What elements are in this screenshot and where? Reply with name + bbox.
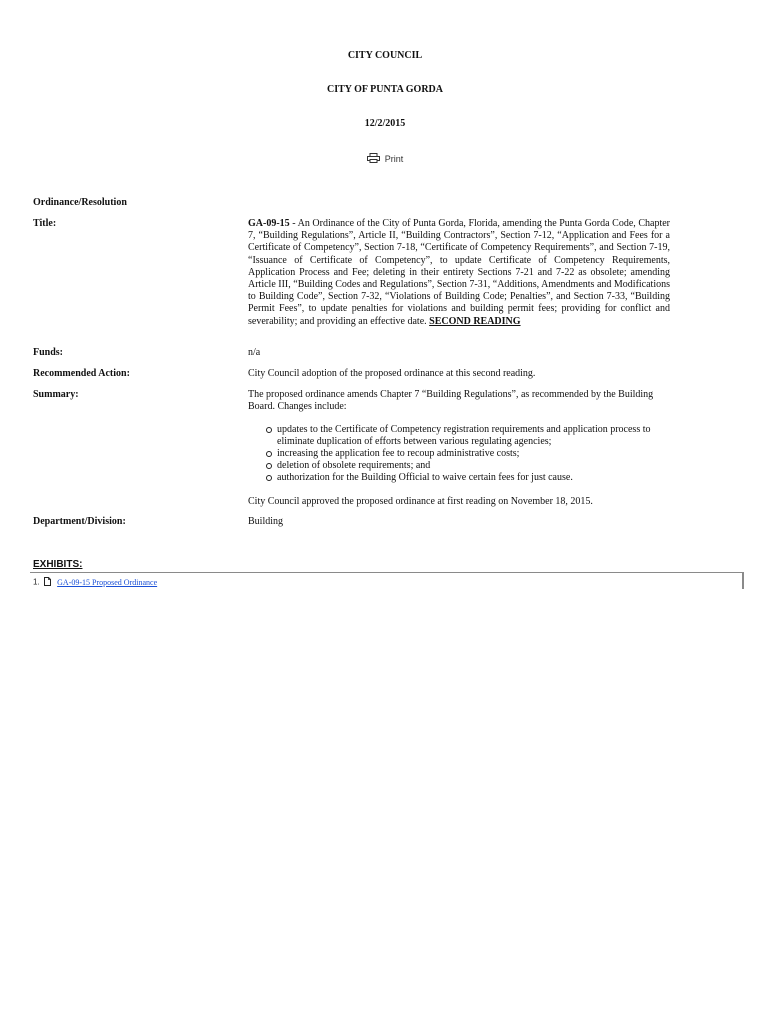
printer-icon <box>367 153 380 165</box>
exhibit-link[interactable]: GA-09-15 Proposed Ordinance <box>57 578 158 587</box>
ordinance-code: GA-09-15 <box>248 218 290 229</box>
reading-status: SECOND READING <box>429 315 521 327</box>
recommended-action-value: City Council adoption of the proposed ordinance at this second reading. <box>248 368 536 379</box>
print-button[interactable] <box>0 153 770 165</box>
exhibit-number: 1. <box>33 577 40 587</box>
document-icon <box>44 577 51 588</box>
print-label: Print <box>384 154 404 164</box>
header-date: 12/2/2015 <box>364 118 406 129</box>
header-city-name: CITY OF PUNTA GORDA <box>326 84 444 95</box>
list-item: updates to the Certificate of Competency registration requirements and application process to eliminate duplication of efforts between various regulating agencies; <box>248 424 670 448</box>
department-value: Building <box>248 516 284 527</box>
ordinance-description: - An Ordinance of the City of Punta Gorda, Florida, amending the Punta Gorda Code, Chapter 7, “Building Regulations”, Article II, “Building Contractors”, Section 7-12, “Application and Fees for a Certificate of Competency”, Section 7-18, “Certificate of Competency Requirements”, and Section 7-19, “Issuance of Certificate of Competency”, to update Certificate of Competency Requirements, Application Process and Fee; deleting in their entirety Sections 7-21 and 7-22 as obsolete; amending Article III, “Building Codes and Regulations”, Section 7-31, “Additions, Amendments and Modifications to Building Code”, Section 7-32, “Violations of Building Code; Penalties”, and Section 7-33, “Building Permit Fees”, to update penalties for violations and building permit fees; providing for conflict and severability; and providing an effective date. <box>248 218 670 327</box>
exhibits-heading: EXHIBITS: <box>33 559 83 570</box>
list-item: increasing the application fee to recoup administrative costs; <box>248 448 670 460</box>
summary-intro: The proposed ordinance amends Chapter 7 “Building Regulations”, as recommended by the Building Board. Changes include: <box>248 389 654 413</box>
header-city-council: CITY COUNCIL <box>347 50 423 61</box>
list-item: deletion of obsolete requirements; and <box>248 460 670 472</box>
bullet-icon <box>266 451 272 457</box>
bullet-icon <box>266 463 272 469</box>
summary-closing: City Council approved the proposed ordinance at first reading on November 18, 2015. <box>248 496 593 508</box>
section-heading: Ordinance/Resolution <box>33 197 127 208</box>
summary-value <box>248 389 670 509</box>
funds-label: Funds: <box>33 347 64 358</box>
title-label: Title: <box>33 218 57 229</box>
recommended-action-label: Recommended Action: <box>33 368 130 379</box>
title-value <box>248 218 670 328</box>
list-item: authorization for the Building Official to waive certain fees for just cause. <box>248 472 670 484</box>
summary-changes-list <box>248 424 670 484</box>
bullet-icon <box>266 475 272 481</box>
department-label: Department/Division: <box>33 516 126 527</box>
bullet-icon <box>266 427 272 433</box>
summary-label: Summary: <box>33 389 79 400</box>
exhibit-item <box>33 577 157 588</box>
funds-value: n/a <box>248 347 261 358</box>
